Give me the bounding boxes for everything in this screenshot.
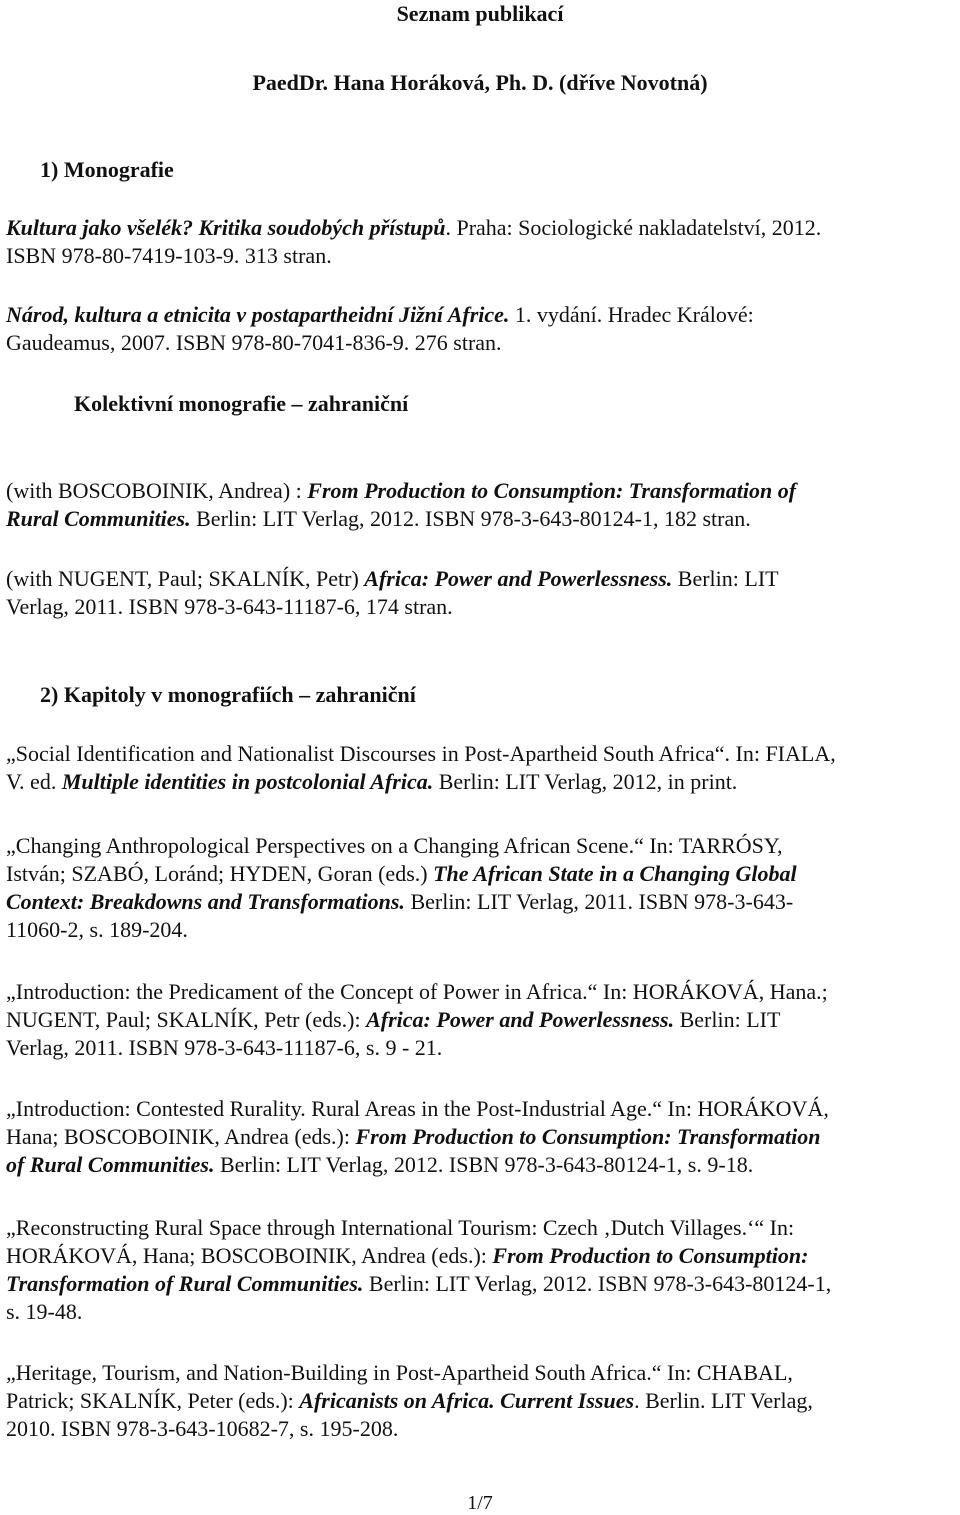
entry-details: Berlin: LIT Verlag, 2012. ISBN 978-3-643-80124-1, s. 9-18. [214, 1152, 754, 1177]
entry-title: Context: Breakdowns and Transformations. [6, 889, 405, 914]
chapter-entry-6-line3: 2010. ISBN 978-3-643-10682-7, s. 195-208. [6, 1416, 399, 1441]
entry-authors: (with BOSCOBOINIK, Andrea) : [6, 478, 308, 503]
collective-entry-2-line2: Verlag, 2011. ISBN 978-3-643-11187-6, 174 stran. [6, 594, 453, 619]
chapter-entry-6-line2 [6, 1387, 813, 1415]
entry-details: Berlin: LIT [672, 566, 779, 591]
entry-details: Berlin: LIT [674, 1007, 781, 1032]
chapter-entry-3-line1: „Introduction: the Predicament of the Concept of Power in Africa.“ In: HORÁKOVÁ, Hana.; [6, 979, 828, 1004]
entry-editors: HORÁKOVÁ, Hana; BOSCOBOINIK, Andrea (eds.): [6, 1243, 493, 1268]
entry-title: Multiple identities in postcolonial Africa. [61, 769, 434, 794]
author-name: PaedDr. Hana Horáková, Ph. D. (dříve Novotná) [252, 70, 708, 95]
chapter-entry-5-line4: s. 19-48. [6, 1299, 83, 1324]
chapter-entry-1-line2 [6, 768, 737, 796]
entry-title: Africa: Power and Powerlessness. [366, 1007, 675, 1032]
chapter-entry-5-line3 [6, 1270, 831, 1298]
entry-editor: V. ed. [6, 769, 62, 794]
subheading-kolektivni: Kolektivní monografie – zahraniční [74, 391, 409, 416]
entry-title: The African State in a Changing Global [433, 861, 797, 886]
entry-editors: István; SZABÓ, Loránd; HYDEN, Goran (eds.) [6, 861, 434, 886]
monograph-entry-1-line1 [6, 214, 821, 242]
chapter-entry-2-line2 [6, 860, 797, 888]
entry-details: Berlin: LIT Verlag, 2012, in print. [433, 769, 738, 794]
entry-details: Berlin: LIT Verlag, 2011. ISBN 978-3-643- [404, 889, 794, 914]
chapter-entry-5-line1: „Reconstructing Rural Space through International Tourism: Czech ‚Dutch Villages.‘“ In: [6, 1215, 795, 1240]
page-number: 1/7 [467, 1492, 493, 1514]
entry-title: From Production to Consumption: [492, 1243, 809, 1268]
chapter-entry-6-line1: „Heritage, Tourism, and Nation-Building in Post-Apartheid South Africa.“ In: CHABAL, [6, 1360, 793, 1385]
entry-authors: (with NUGENT, Paul; SKALNÍK, Petr) [6, 566, 365, 591]
entry-details: Berlin: LIT Verlag, 2012. ISBN 978-3-643-80124-1, 182 stran. [190, 506, 751, 531]
monograph-details: . Praha: Sociologické nakladatelství, 2012. [445, 215, 822, 240]
collective-entry-1-line2 [6, 505, 751, 533]
chapter-entry-2-line4: 11060-2, s. 189-204. [6, 917, 188, 942]
monograph-details: 1. vydání. Hradec Králové: [509, 302, 754, 327]
monograph-title: Národ, kultura a etnicita v postapartheidní Jižní Africe. [6, 302, 510, 327]
collective-entry-1-line1 [6, 477, 796, 505]
section-heading-kapitoly: 2) Kapitoly v monografiích – zahraniční [40, 682, 416, 707]
section-heading-monografie: 1) Monografie [40, 157, 174, 182]
entry-details: Berlin: LIT Verlag, 2012. ISBN 978-3-643-80124-1, [363, 1271, 832, 1296]
chapter-entry-3-line3: Verlag, 2011. ISBN 978-3-643-11187-6, s. 9 - 21. [6, 1035, 443, 1060]
monograph-entry-2-line2: Gaudeamus, 2007. ISBN 978-80-7041-836-9. 276 stran. [6, 330, 502, 355]
entry-title: From Production to Consumption: Transformation of [307, 478, 797, 503]
entry-title: of Rural Communities. [6, 1152, 215, 1177]
chapter-entry-2-line3 [6, 888, 793, 916]
chapter-entry-4-line2 [6, 1123, 820, 1151]
entry-title: From Production to Consumption: Transformation [355, 1124, 821, 1149]
chapter-entry-4-line1: „Introduction: Contested Rurality. Rural Areas in the Post-Industrial Age.“ In: HORÁKOVÁ, [6, 1096, 829, 1121]
entry-editors: Patrick; SKALNÍK, Peter (eds.): [6, 1388, 300, 1413]
monograph-entry-1-line2: ISBN 978-80-7419-103-9. 313 stran. [6, 243, 332, 268]
monograph-entry-2-line1 [6, 301, 754, 329]
entry-title: Transformation of Rural Communities. [6, 1271, 364, 1296]
chapter-entry-3-line2 [6, 1006, 780, 1034]
entry-editors: Hana; BOSCOBOINIK, Andrea (eds.): [6, 1124, 356, 1149]
page-title: Seznam publikací [396, 1, 564, 26]
entry-details: . Berlin. LIT Verlag, [634, 1388, 813, 1413]
entry-title: Rural Communities. [6, 506, 191, 531]
entry-title: Africanists on Africa. Current Issues [299, 1388, 635, 1413]
monograph-title: Kultura jako všelék? Kritika soudobých přístupů [6, 215, 446, 240]
collective-entry-2-line1 [6, 565, 779, 593]
chapter-entry-5-line2 [6, 1242, 808, 1270]
entry-title: Africa: Power and Powerlessness. [364, 566, 673, 591]
chapter-entry-1-line1: „Social Identification and Nationalist Discourses in Post-Apartheid South Africa“. In: FIALA, [6, 741, 836, 766]
chapter-entry-2-line1: „Changing Anthropological Perspectives on a Changing African Scene.“ In: TARRÓSY, [6, 833, 783, 858]
chapter-entry-4-line3 [6, 1151, 753, 1179]
entry-editors: NUGENT, Paul; SKALNÍK, Petr (eds.): [6, 1007, 367, 1032]
